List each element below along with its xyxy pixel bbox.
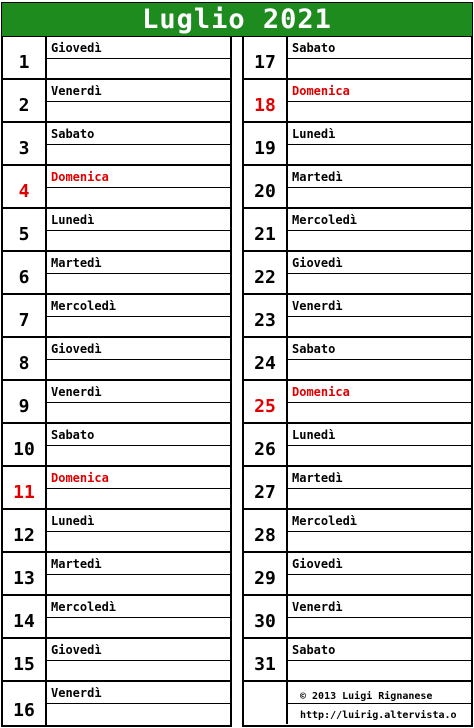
- note-line: [288, 617, 471, 618]
- day-row: [3, 295, 230, 338]
- note-line: [47, 445, 230, 446]
- weekday-name: Sabato: [51, 127, 95, 141]
- weekday-name: Venerdì: [51, 385, 102, 399]
- note-line: [288, 660, 471, 661]
- day-row: [3, 510, 230, 553]
- day-number: 28: [244, 510, 288, 551]
- day-row: [244, 123, 471, 166]
- weekday-name: Domenica: [51, 170, 109, 184]
- day-row: [3, 553, 230, 596]
- note-line: [47, 273, 230, 274]
- day-number: 25: [244, 381, 288, 422]
- footer-divider: [288, 703, 471, 704]
- note-line: [47, 574, 230, 575]
- day-row: [244, 467, 471, 510]
- day-number: 23: [244, 295, 288, 336]
- day-row: [244, 252, 471, 295]
- day-number: 3: [3, 123, 47, 164]
- day-row: [3, 37, 230, 80]
- day-number: 11: [3, 467, 47, 508]
- day-row: [244, 553, 471, 596]
- day-row: [244, 209, 471, 252]
- weekday-name: Lunedì: [292, 127, 336, 141]
- weekday-name: Venerdì: [51, 686, 102, 700]
- note-line: [288, 144, 471, 145]
- day-number: 18: [244, 80, 288, 121]
- website-link[interactable]: http://luirig.altervista.o: [300, 710, 457, 721]
- day-row: [3, 424, 230, 467]
- note-line: [288, 574, 471, 575]
- weekday-name: Martedì: [51, 557, 102, 571]
- day-number: 22: [244, 252, 288, 293]
- day-number: 31: [244, 639, 288, 680]
- note-line: [47, 316, 230, 317]
- day-row: [244, 510, 471, 553]
- day-row: [3, 166, 230, 209]
- day-row: [244, 424, 471, 467]
- day-number: 30: [244, 596, 288, 637]
- note-line: [47, 660, 230, 661]
- weekday-name: Mercoledì: [51, 600, 117, 614]
- day-row: [3, 467, 230, 510]
- note-line: [288, 58, 471, 59]
- day-row: [3, 123, 230, 166]
- weekday-name: Venerdì: [292, 600, 343, 614]
- weekday-name: Giovedì: [292, 256, 343, 270]
- note-line: [288, 531, 471, 532]
- weekday-name: Domenica: [292, 385, 350, 399]
- day-row: [3, 682, 230, 726]
- day-row: [244, 37, 471, 80]
- weekday-name: Mercoledì: [292, 213, 358, 227]
- weekday-name: Giovedì: [51, 41, 102, 55]
- day-row: [3, 80, 230, 123]
- weekday-name: Martedì: [292, 170, 343, 184]
- weekday-name: Venerdì: [292, 299, 343, 313]
- day-row: [3, 209, 230, 252]
- day-number: 16: [3, 682, 47, 726]
- note-line: [288, 273, 471, 274]
- weekday-name: Martedì: [51, 256, 102, 270]
- day-number: 20: [244, 166, 288, 207]
- note-line: [288, 402, 471, 403]
- footer-blank-cell: [244, 682, 288, 724]
- day-number: 9: [3, 381, 47, 422]
- day-row: [3, 252, 230, 295]
- weekday-name: Giovedì: [292, 557, 343, 571]
- note-line: [288, 316, 471, 317]
- day-number: 17: [244, 37, 288, 78]
- day-number: 12: [3, 510, 47, 551]
- weekday-name: Martedì: [292, 471, 343, 485]
- day-number: 4: [3, 166, 47, 207]
- note-line: [288, 445, 471, 446]
- note-line: [47, 101, 230, 102]
- day-number: 13: [3, 553, 47, 594]
- day-row: [244, 596, 471, 639]
- day-number: 26: [244, 424, 288, 465]
- weekday-name: Giovedì: [51, 342, 102, 356]
- day-number: 14: [3, 596, 47, 637]
- day-row: [244, 80, 471, 123]
- day-number: 2: [3, 80, 47, 121]
- day-row: [244, 295, 471, 338]
- weekday-name: Sabato: [292, 41, 336, 55]
- day-row: [3, 639, 230, 682]
- note-line: [47, 230, 230, 231]
- note-line: [288, 488, 471, 489]
- note-line: [288, 187, 471, 188]
- weekday-name: Sabato: [51, 428, 95, 442]
- weekday-name: Lunedì: [292, 428, 336, 442]
- day-row: [244, 639, 471, 682]
- weekday-name: Domenica: [292, 84, 350, 98]
- day-number: 6: [3, 252, 47, 293]
- weekday-name: Giovedì: [51, 643, 102, 657]
- day-number: 19: [244, 123, 288, 164]
- day-row: [3, 381, 230, 424]
- note-line: [47, 617, 230, 618]
- footer-credits: [244, 682, 471, 724]
- weekday-name: Lunedì: [51, 514, 95, 528]
- note-line: [47, 58, 230, 59]
- weekday-name: Lunedì: [51, 213, 95, 227]
- right-day-column: [242, 37, 473, 727]
- note-line: [288, 359, 471, 360]
- weekday-name: Sabato: [292, 643, 336, 657]
- day-number: 24: [244, 338, 288, 379]
- day-row: [244, 166, 471, 209]
- day-number: 15: [3, 639, 47, 680]
- note-line: [47, 703, 230, 704]
- note-line: [288, 230, 471, 231]
- day-number: 1: [3, 37, 47, 78]
- copyright-text: © 2013 Luigi Rignanese: [300, 691, 433, 702]
- day-number: 7: [3, 295, 47, 336]
- note-line: [47, 488, 230, 489]
- left-day-column: [1, 37, 232, 727]
- weekday-name: Venerdì: [51, 84, 102, 98]
- note-line: [288, 101, 471, 102]
- note-line: [47, 402, 230, 403]
- calendar-title: [1, 2, 473, 37]
- day-row: [3, 338, 230, 381]
- day-number: 29: [244, 553, 288, 594]
- day-number: 27: [244, 467, 288, 508]
- note-line: [47, 144, 230, 145]
- weekday-name: Sabato: [292, 342, 336, 356]
- note-line: [47, 531, 230, 532]
- month-title: Luglio 2021: [142, 4, 332, 35]
- day-number: 21: [244, 209, 288, 250]
- weekday-name: Domenica: [51, 471, 109, 485]
- day-number: 10: [3, 424, 47, 465]
- day-row: [244, 381, 471, 424]
- weekday-name: Mercoledì: [292, 514, 358, 528]
- weekday-name: Mercoledì: [51, 299, 117, 313]
- note-line: [47, 359, 230, 360]
- day-row: [3, 596, 230, 639]
- day-row: [244, 338, 471, 381]
- day-number: 5: [3, 209, 47, 250]
- day-number: 8: [3, 338, 47, 379]
- note-line: [47, 187, 230, 188]
